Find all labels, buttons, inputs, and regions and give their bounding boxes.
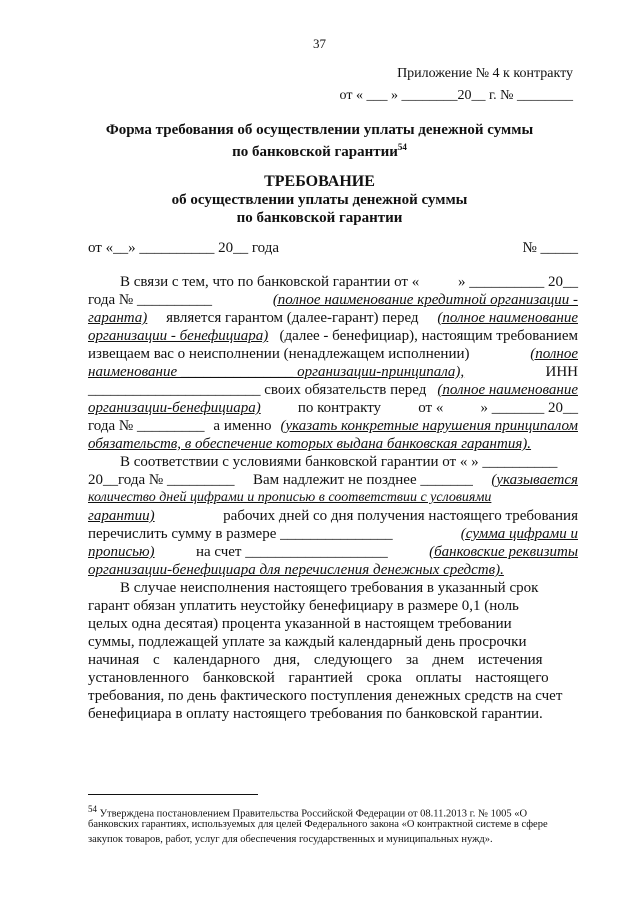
doc-subtitle-line1: об осуществлении уплаты денежной суммы (171, 192, 468, 208)
footnote-ref: 54 (397, 142, 407, 152)
p3-line3: целых одна десятая) процента указанной в настоящем требовании (88, 616, 512, 632)
doc-title: ТРЕБОВАНИЕ (264, 173, 375, 190)
p3-line4: суммы, подлежащей уплате за каждый календарный день просрочки (88, 634, 527, 650)
p3-line5: начиная с календарного дня, следующего за днем истечения (88, 652, 543, 668)
footnote-divider (88, 794, 258, 795)
p1-line6: наименование _______________ организации-принципала), ИНН (88, 364, 578, 380)
p1-line2: года № __________ (полное наименование кредитной организации - (88, 292, 578, 308)
p1-line8: организации-бенефициара) по контракту от « » _______ 20__ (88, 400, 578, 416)
footnote-line3: закупок товаров, работ, услуг для обеспечения государственных и муниципальных нужд». (88, 834, 493, 845)
p2-line3: количество дней цифрами и прописью в соответствии с условиями (88, 490, 492, 505)
p2-line6: прописью) на счет ___________________ (банковские реквизиты (88, 544, 578, 560)
footnote-number: 54 (88, 804, 97, 814)
p3-line6: установленного банковской гарантией срока оплаты настоящего (88, 670, 549, 686)
number-field: № _____ (522, 240, 578, 256)
form-title-line1: Форма требования об осуществлении уплаты денежной суммы (105, 122, 534, 138)
p2-line1: В соответствии с условиями банковской гарантии от « » __________ (120, 454, 558, 470)
footnote-line1: $^{54}$ Утверждена постановлением Правительства Российской Федерации от 08.11.2013 г. № 1005 «О (88, 804, 528, 820)
p2-line2: 20__года № _________ Вам надлежит не позднее _______ (указывается (88, 472, 578, 488)
p2-line4: гарантии) рабочих дней со дня получения настоящего требования (88, 508, 578, 524)
p3-line1: В случае неисполнения настоящего требования в указанный срок (120, 580, 539, 596)
date-field: от «__» __________ 20__ года (88, 240, 279, 256)
p3-line2: гарант обязан уплатить неустойку бенефициару в размере 0,1 (ноль (88, 598, 519, 614)
page-number: 37 (313, 36, 326, 51)
p3-line8: бенефициара в оплату настоящего требования по банковской гарантии. (88, 706, 543, 722)
footnote-line2: банковских гарантиях, используемых для целей Федерального закона «О контрактной системе в сфере (88, 819, 548, 830)
p2-line7: организации-бенефициара для перечисления денежных средств). (88, 562, 504, 578)
p1-line3: гаранта) является гарантом (далее-гарант) перед (полное наименование (88, 310, 578, 326)
p1-line7: _______________________ своих обязательств перед (полное наименование (88, 382, 578, 398)
p2-line5: перечислить сумму в размере _______________ (сумма цифрами и (88, 526, 578, 542)
p1-line4: организации - бенефициара) (далее - бенефициар), настоящим требованием (88, 328, 578, 344)
date-line (88, 240, 578, 257)
p1-line5: извещаем вас о неисполнении (ненадлежащем исполнении) (полное (88, 346, 578, 362)
appendix-label: Приложение № 4 к контракту (397, 66, 573, 81)
p1-line9: года № _________ а именно (указать конкретные нарушения принципалом (88, 418, 578, 434)
appendix-date-line: от « ___ » ________20__ г. № ________ (339, 88, 573, 103)
p3-line7: требования, по день фактического поступления денежных средств на счет (88, 688, 563, 704)
p1-line10: обязательств, в обеспечение которых выдана банковская гарантия). (88, 436, 532, 452)
form-title-line2: по банковской гарантии$^{54}$ (232, 142, 407, 160)
p1-line1: В связи с тем, что по банковской гарантии от « » __________ 20__ (120, 274, 578, 290)
doc-subtitle-line2: по банковской гарантии (236, 210, 403, 226)
